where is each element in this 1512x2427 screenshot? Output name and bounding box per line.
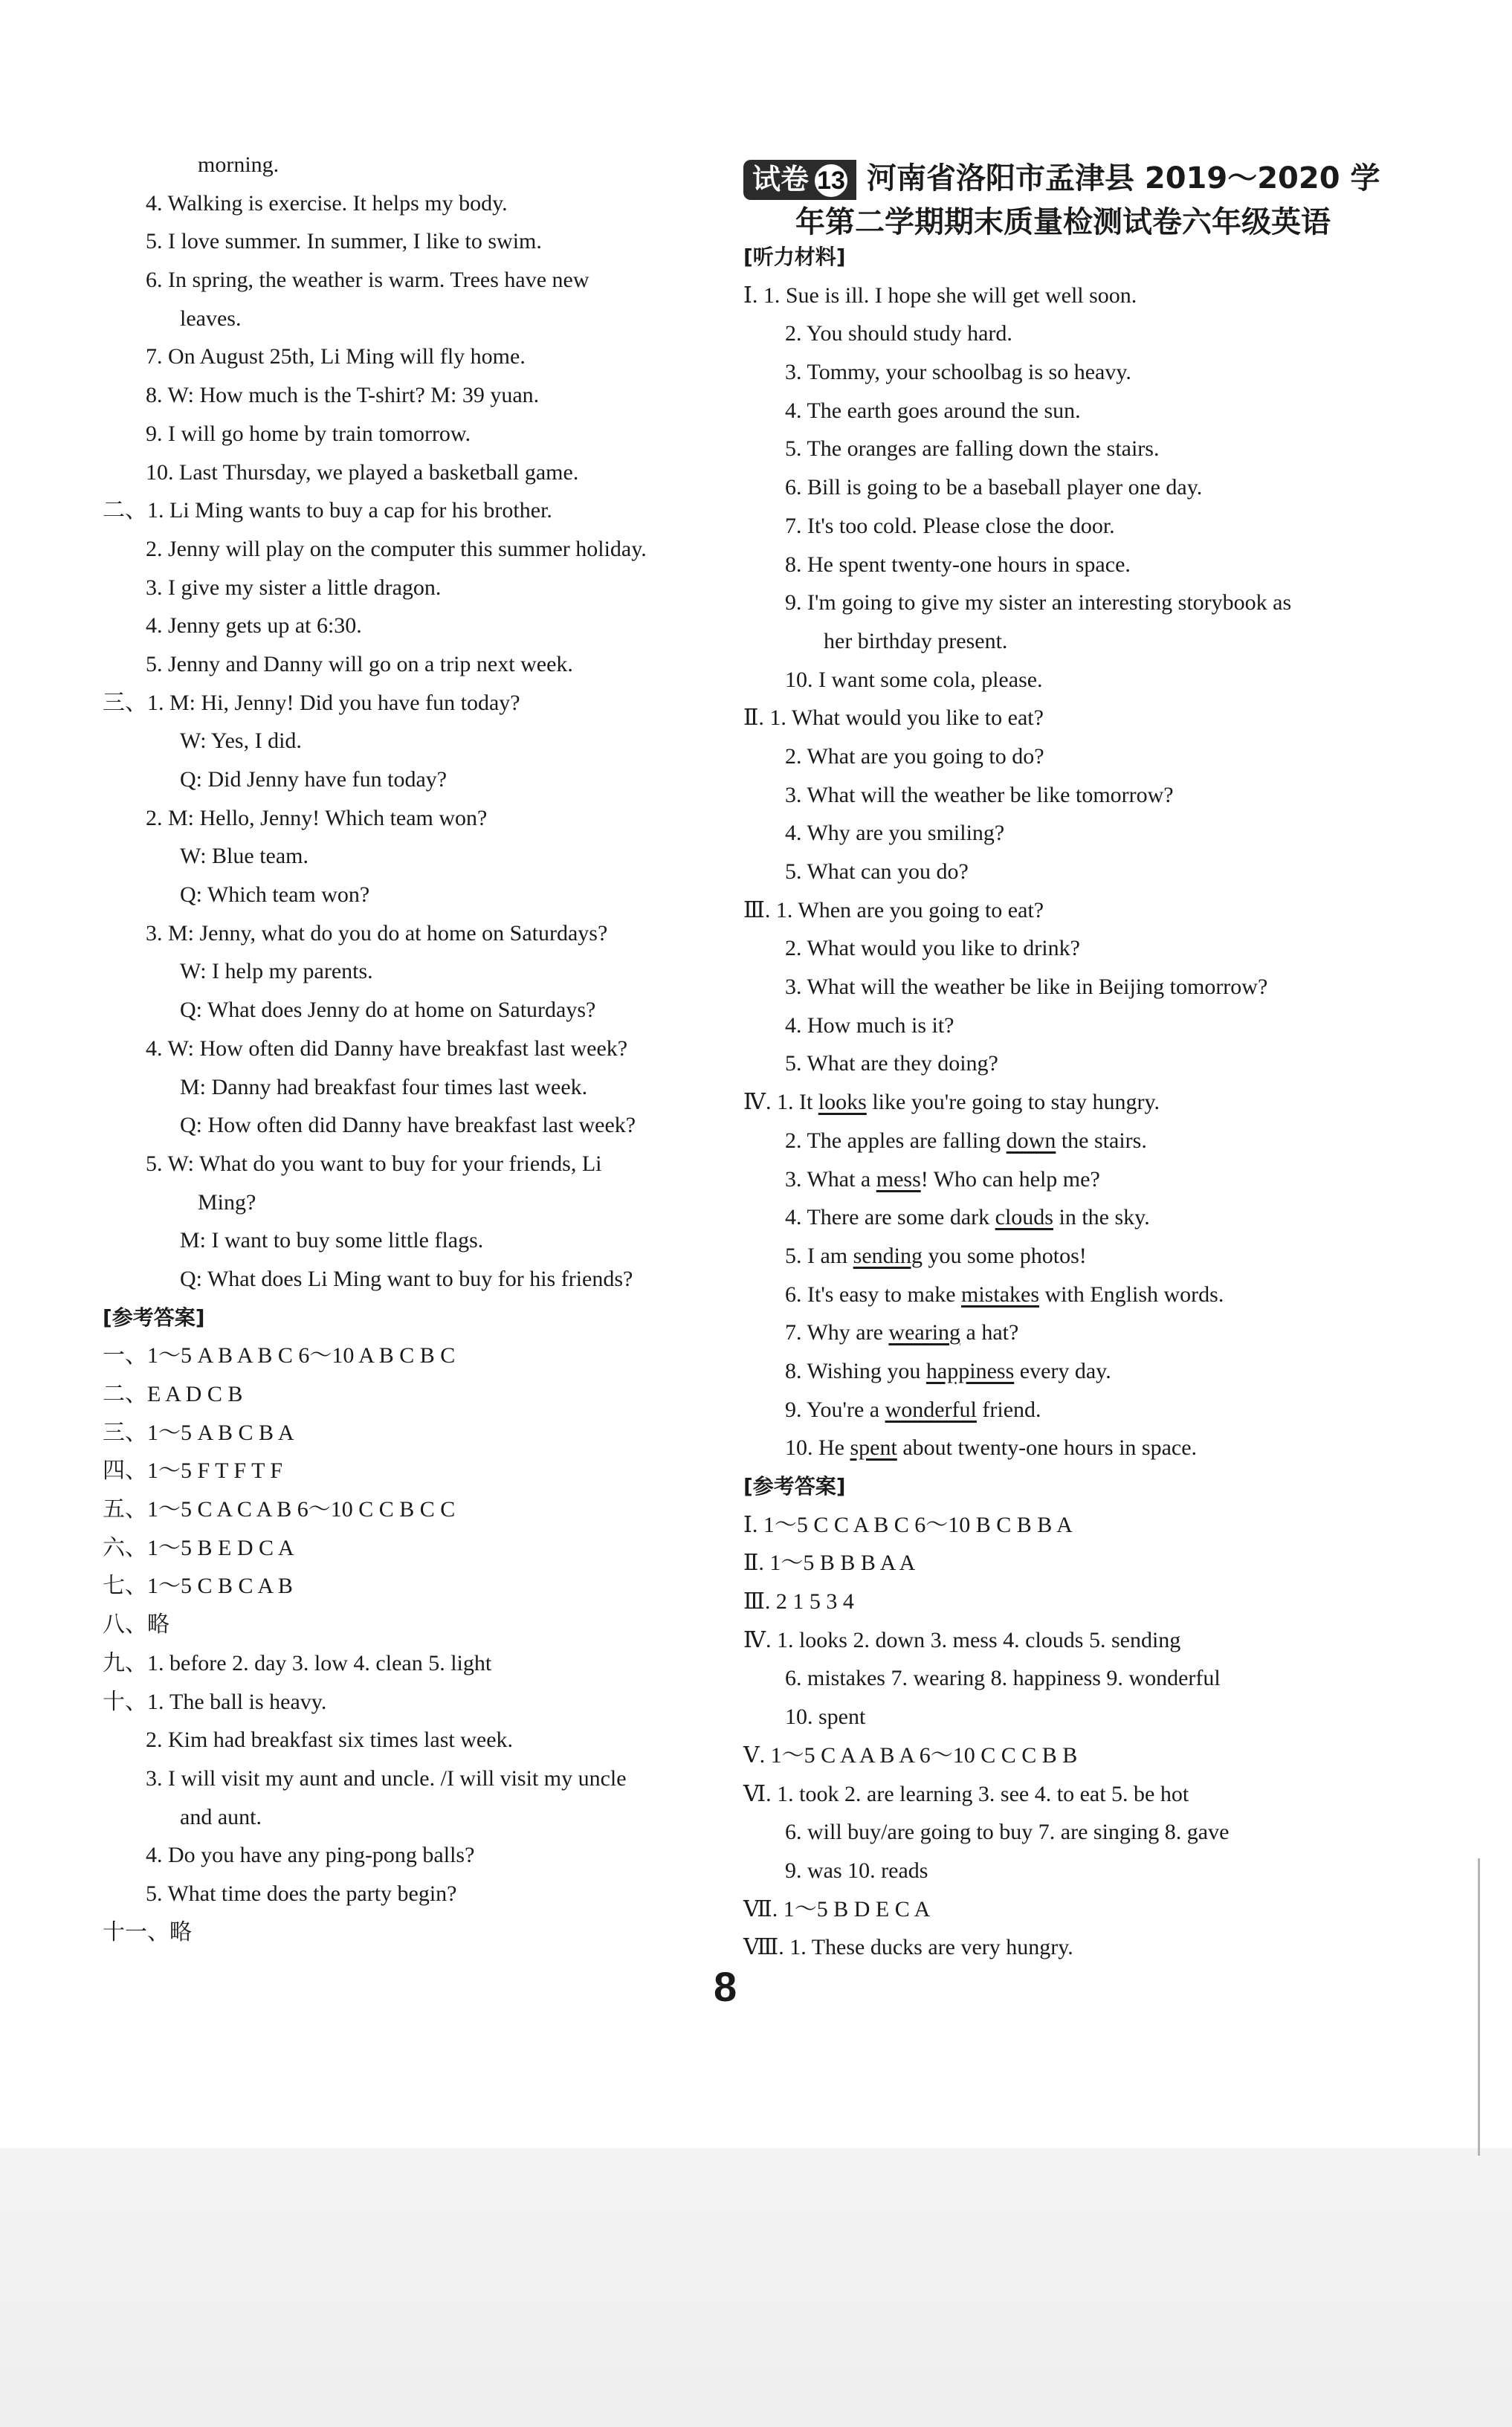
left-section-header: [参考答案]: [103, 1305, 205, 1330]
right-line: 8. Wishing you happiness every day.: [785, 1358, 1111, 1383]
page-edge-line: [1478, 1858, 1480, 2156]
right-line: 6. Bill is going to be a baseball player one day.: [785, 475, 1203, 500]
underlined-word: wearing: [888, 1320, 961, 1345]
right-line: Ⅵ. 1. took 2. are learning 3. see 4. to eat 5. be hot: [743, 1781, 1189, 1806]
exam-badge: [743, 160, 856, 201]
left-line: 四、1～5 F T F T F: [103, 1458, 283, 1484]
exam-title-line2: 年第二学期期末质量检测试卷六年级英语: [795, 205, 1331, 239]
exam-title-text1: 河南省洛阳市孟津县 2019～2020 学: [866, 161, 1380, 195]
underlined-word: mess: [876, 1166, 921, 1192]
right-line: 10. I want some cola, please.: [785, 667, 1043, 692]
right-line: 2. What are you going to do?: [785, 743, 1044, 769]
left-line: 一、1～5 A B A B C 6～10 A B C B C: [103, 1343, 456, 1368]
page-bottom-shadow: [0, 2148, 1512, 2427]
left-line: 三、1～5 A B C B A: [103, 1420, 294, 1445]
left-line: 6. In spring, the weather is warm. Trees have new: [146, 268, 589, 293]
left-line: W: Yes, I did.: [180, 728, 302, 754]
left-line: 八、略: [103, 1612, 169, 1638]
right-section-header: [参考答案]: [743, 1474, 846, 1499]
exam-title-line1: [743, 156, 1380, 201]
exam-badge-label: 试卷: [752, 162, 810, 195]
left-line: 三、1. M: Hi, Jenny! Did you have fun today?: [103, 690, 520, 715]
left-column: [103, 146, 727, 1951]
left-line: 二、1. Li Ming wants to buy a cap for his brother.: [103, 498, 552, 523]
right-line: 3. Tommy, your schoolbag is so heavy.: [785, 360, 1131, 385]
right-line: Ⅱ. 1. What would you like to eat?: [743, 705, 1044, 731]
left-line: 5. W: What do you want to buy for your friends, Li: [146, 1151, 602, 1176]
left-line: Q: How often did Danny have breakfast last week?: [180, 1113, 636, 1138]
left-line: 3. I give my sister a little dragon.: [146, 575, 442, 600]
left-line: M: I want to buy some little flags.: [180, 1228, 484, 1253]
left-line: 十一、略: [103, 1919, 192, 1945]
right-line: 9. was 10. reads: [785, 1858, 928, 1883]
left-line: Q: What does Li Ming want to buy for his friends?: [180, 1266, 633, 1291]
exam-badge-number: 13: [812, 161, 850, 200]
right-line: 2. What would you like to drink?: [785, 936, 1080, 961]
underlined-word: wonderful: [885, 1397, 977, 1422]
right-line: 4. Why are you smiling?: [785, 821, 1005, 846]
left-line: 3. M: Jenny, what do you do at home on Saturdays?: [146, 920, 608, 946]
left-line: Ming?: [198, 1189, 256, 1215]
left-line: 二、E A D C B: [103, 1382, 243, 1406]
left-line: Q: Which team won?: [180, 882, 370, 908]
right-line: Ⅴ. 1～5 C A A B A 6～10 C C C B B: [743, 1742, 1078, 1768]
left-line: and aunt.: [180, 1804, 262, 1829]
right-line: Ⅶ. 1～5 B D E C A: [743, 1896, 931, 1922]
right-line: 3. What a mess! Who can help me?: [785, 1166, 1100, 1192]
right-line: Ⅲ. 1. When are you going to eat?: [743, 897, 1044, 922]
right-line: 5. I am sending you some photos!: [785, 1243, 1087, 1268]
right-line: 3. What will the weather be like in Beijing tomorrow?: [785, 975, 1268, 1000]
underlined-word: looks: [818, 1090, 867, 1115]
left-line: 4. Do you have any ping-pong balls?: [146, 1843, 475, 1868]
underlined-word: happiness: [925, 1358, 1015, 1383]
right-line: 5. What are they doing?: [785, 1051, 998, 1076]
right-line: 6. It's easy to make mistakes with English words.: [785, 1282, 1224, 1307]
left-line: Q: Did Jenny have fun today?: [180, 767, 448, 792]
left-line: morning.: [198, 152, 280, 177]
page-number: 8: [714, 1963, 737, 2010]
left-line: M: Danny had breakfast four times last week.: [180, 1074, 588, 1099]
left-line: W: I help my parents.: [180, 959, 373, 984]
right-line: 10. spent: [785, 1704, 866, 1730]
right-line: 5. The oranges are falling down the stairs.: [785, 436, 1160, 462]
underlined-word: spent: [850, 1435, 897, 1461]
left-line: leaves.: [180, 306, 242, 331]
underlined-word: clouds: [995, 1205, 1053, 1230]
left-line: 十、1. The ball is heavy.: [103, 1689, 327, 1714]
right-line: 2. The apples are falling down the stairs.: [785, 1128, 1147, 1153]
left-line: 2. M: Hello, Jenny! Which team won?: [146, 805, 488, 830]
right-line: 4. How much is it?: [785, 1012, 954, 1038]
right-line: Ⅷ. 1. These ducks are very hungry.: [743, 1935, 1073, 1960]
left-line: 4. Walking is exercise. It helps my body.: [146, 190, 508, 216]
right-line: 3. What will the weather be like tomorrow?: [785, 782, 1174, 807]
left-line: 10. Last Thursday, we played a basketball game.: [146, 459, 579, 485]
left-line: 4. Jenny gets up at 6:30.: [146, 613, 362, 639]
left-line: W: Blue team.: [180, 844, 308, 869]
right-line: 8. He spent twenty-one hours in space.: [785, 552, 1131, 577]
right-line: Ⅲ. 2 1 5 3 4: [743, 1589, 854, 1615]
underlined-word: sending: [853, 1243, 923, 1268]
left-line: 5. What time does the party begin?: [146, 1881, 457, 1906]
right-section-header: [听力材料]: [743, 245, 846, 269]
exam-title: [743, 156, 1380, 239]
left-line: Q: What does Jenny do at home on Saturdays?: [180, 998, 596, 1023]
left-line: 5. Jenny and Danny will go on a trip next week.: [146, 651, 573, 676]
left-line: 2. Kim had breakfast six times last week.: [146, 1728, 514, 1753]
right-line: Ⅳ. 1. looks 2. down 3. mess 4. clouds 5. sending: [743, 1627, 1181, 1652]
right-line: 9. You're a wonderful friend.: [785, 1397, 1041, 1422]
left-line: 3. I will visit my aunt and uncle. /I will visit my uncle: [146, 1765, 627, 1791]
left-line: 2. Jenny will play on the computer this summer holiday.: [146, 536, 647, 561]
left-line: 8. W: How much is the T-shirt? M: 39 yuan.: [146, 383, 540, 408]
left-line: 六、1～5 B E D C A: [103, 1535, 294, 1560]
right-line: Ⅳ. 1. It looks like you're going to stay hungry.: [743, 1090, 1160, 1115]
right-line: 6. mistakes 7. wearing 8. happiness 9. wonderful: [785, 1666, 1221, 1691]
underlined-word: mistakes: [961, 1282, 1040, 1307]
left-line: 七、1～5 C B C A B: [103, 1574, 293, 1599]
underlined-word: down: [1006, 1128, 1056, 1153]
right-line: her birthday present.: [824, 628, 1008, 653]
left-line: 4. W: How often did Danny have breakfast last week?: [146, 1035, 628, 1061]
right-line: 10. He spent about twenty-one hours in space.: [785, 1435, 1198, 1461]
right-column-body: [743, 238, 1375, 1967]
right-line: 5. What can you do?: [785, 859, 969, 884]
right-line: 7. Why are wearing a hat?: [785, 1320, 1019, 1345]
right-line: 9. I'm going to give my sister an interesting storybook as: [785, 590, 1292, 615]
left-line: 7. On August 25th, Li Ming will fly home.: [146, 344, 526, 369]
right-line: 7. It's too cold. Please close the door.: [785, 513, 1115, 538]
right-line: 4. The earth goes around the sun.: [785, 398, 1081, 423]
left-line: 5. I love summer. In summer, I like to swim.: [146, 229, 542, 254]
left-line: 9. I will go home by train tomorrow.: [146, 421, 471, 446]
left-line: 五、1～5 C A C A B 6～10 C C B C C: [103, 1497, 456, 1522]
left-line: 九、1. before 2. day 3. low 4. clean 5. light: [103, 1650, 492, 1675]
right-line: 6. will buy/are going to buy 7. are singing 8. gave: [785, 1820, 1230, 1845]
right-line: 4. There are some dark clouds in the sky.: [785, 1205, 1150, 1230]
right-line: Ⅰ. 1. Sue is ill. I hope she will get well soon.: [743, 282, 1137, 308]
right-line: Ⅰ. 1～5 C C A B C 6～10 B C B B A: [743, 1512, 1073, 1537]
right-line: 2. You should study hard.: [785, 321, 1012, 346]
right-line: Ⅱ. 1～5 B B B A A: [743, 1551, 916, 1576]
right-column: [743, 146, 1380, 1967]
